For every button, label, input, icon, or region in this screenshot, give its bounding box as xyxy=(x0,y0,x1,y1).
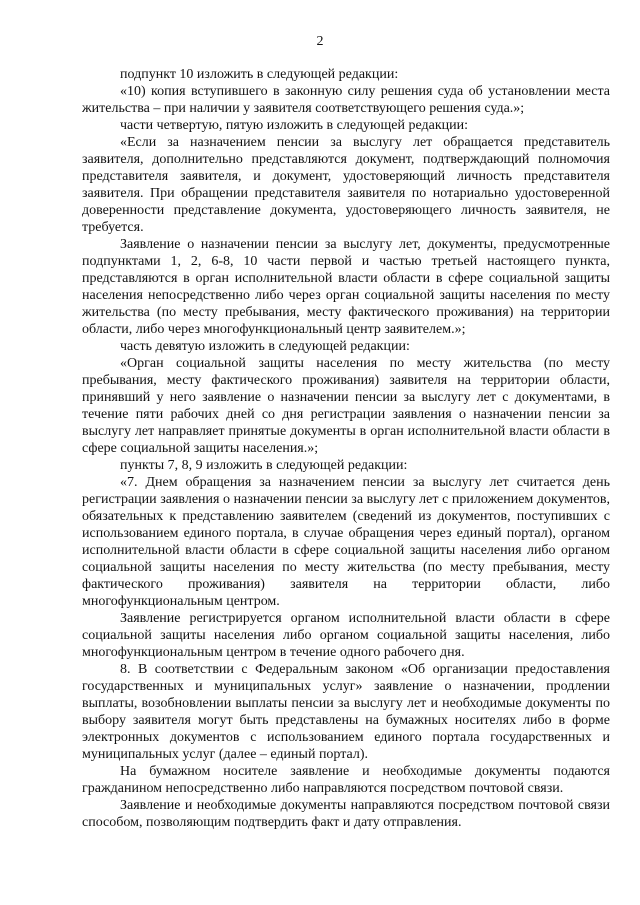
paragraph: «Орган социальной защиты населения по месту жительства (по месту пребывания, месту фактического проживания) заявителя на территории области, принявший у него заявление о назначении пенсии за выслугу лет с документами, в течение пяти рабочих дней со дня регистрации заявления о назначении пенсии за выслугу лет направляет принятые документы в орган исполнительной власти области в сфере социальной защиты населения.»; xyxy=(82,356,610,456)
paragraph: Заявление регистрируется органом исполнительной власти области в сфере социальной защиты населения либо органом социальной защиты населения, либо многофункциональным центром в течение одного рабочего дня. xyxy=(82,611,610,660)
document-body xyxy=(82,66,610,831)
paragraph: «10) копия вступившего в законную силу решения суда об установлении места жительства – при наличии у заявителя соответствующего решения суда.»; xyxy=(82,84,610,116)
paragraph: части четвертую, пятую изложить в следующей редакции: xyxy=(120,118,468,133)
paragraph: «7. Днем обращения за назначением пенсии за выслугу лет считается день регистрации заявления о назначении пенсии за выслугу лет с приложением документов, обязательных к представлению заявителем (сведений из документов, поступивших с использованием единого портала, в случае обращения через единый портал), органом исполнительной власти области в сфере социальной защиты населения либо органом социальной защиты населения по месту жительства (по месту пребывания, месту фактического проживания) заявителя на территории области, либо многофункциональным центром. xyxy=(82,475,610,609)
paragraph: «Если за назначением пенсии за выслугу лет обращается представитель заявителя, дополнительно представляются документ, подтверждающий полномочия представителя заявителя, и документ, удостоверяющий личность представителя заявителя. При обращении представителя заявителя по нотариально удостоверенной доверенности представление документа, удостоверяющего личность заявителя, не требуется. xyxy=(82,135,610,235)
paragraph: Заявление о назначении пенсии за выслугу лет, документы, предусмотренные подпунктами 1, 2, 6-8, 10 части первой и частью третьей настоящего пункта, представляются в орган исполнительной власти области в сфере социальной защиты населения непосредственно либо через орган социальной защиты населения по месту жительства (по месту пребывания, месту фактического проживания) на территории области, либо через многофункциональный центр заявителем.»; xyxy=(82,237,610,337)
paragraph: На бумажном носителе заявление и необходимые документы подаются гражданином непосредственно либо направляются посредством почтовой связи. xyxy=(82,764,610,796)
page-number: 2 xyxy=(316,34,324,49)
paragraph: Заявление и необходимые документы направляются посредством почтовой связи способом, позволяющим подтвердить факт и дату отправления. xyxy=(82,798,610,830)
paragraph: 8. В соответствии с Федеральным законом «Об организации предоставления государственных и муниципальных услуг» заявление о назначении, продлении выплаты, возобновлении выплаты пенсии за выслугу лет и необходимые документы по выбору заявителя могут быть представлены на бумажных носителях либо в форме электронных документов с использованием единого портала государственных и муниципальных услуг (далее – единый портал). xyxy=(82,662,610,762)
paragraph: часть девятую изложить в следующей редакции: xyxy=(120,339,410,354)
paragraph: пункты 7, 8, 9 изложить в следующей редакции: xyxy=(120,458,408,473)
paragraph: подпункт 10 изложить в следующей редакции: xyxy=(120,67,399,82)
